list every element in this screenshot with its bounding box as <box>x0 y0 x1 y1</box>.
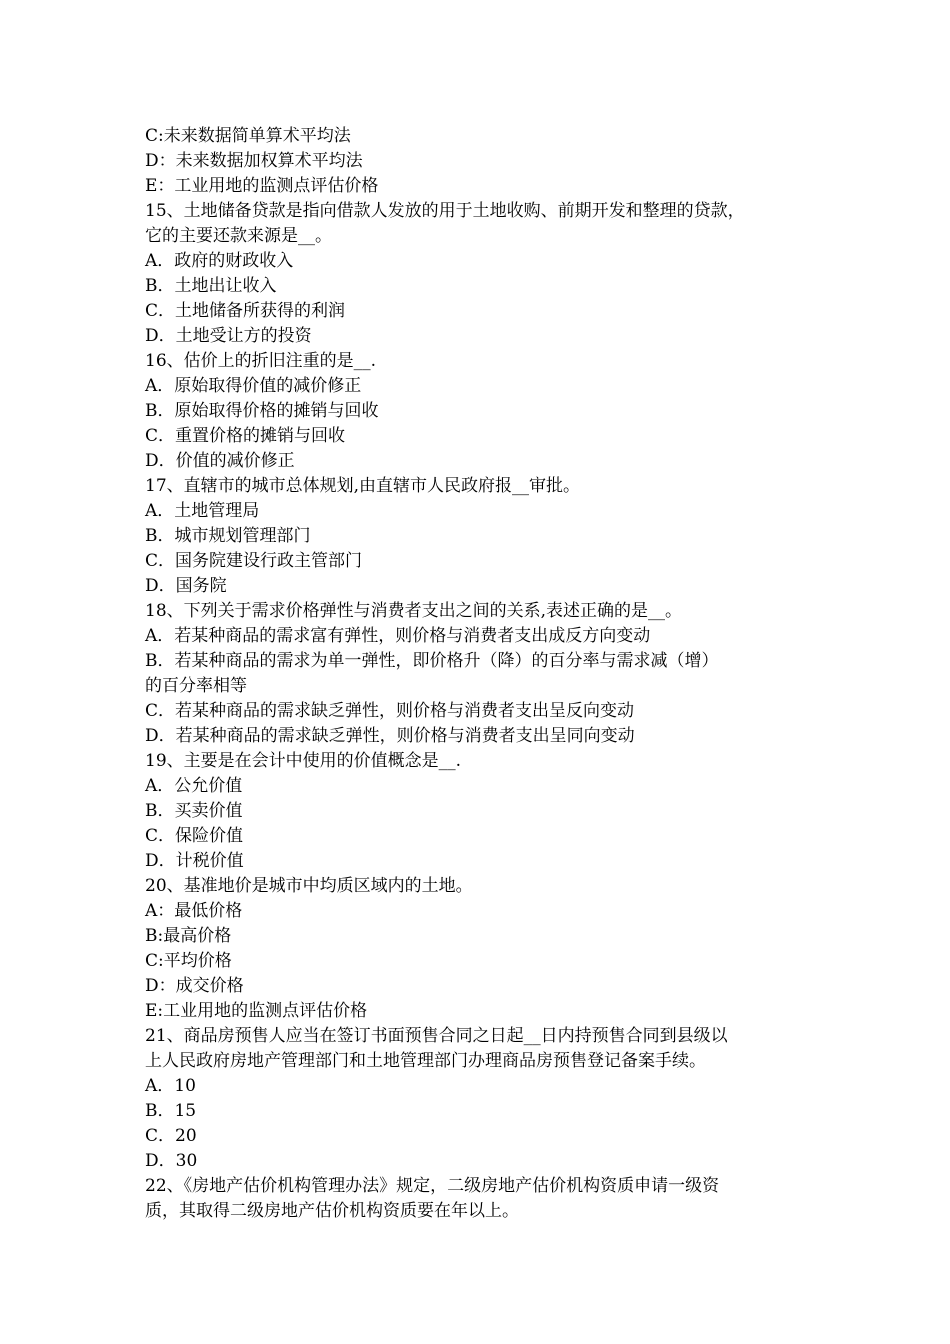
option-line: C．重置价格的摊销与回收 <box>145 426 346 446</box>
option-line: A：最低价格 <box>145 901 243 921</box>
option-line: C．土地储备所获得的利润 <box>145 301 346 321</box>
question-18: 18、下列关于需求价格弹性与消费者支出之间的关系,表述正确的是__。 <box>145 601 683 621</box>
text-line: E：工业用地的监测点评估价格 <box>145 176 379 196</box>
option-line: B．城市规划管理部门 <box>145 526 311 546</box>
option-line: B．买卖价值 <box>145 801 243 821</box>
option-line: C．20 <box>145 1126 197 1146</box>
text-line: 的百分率相等 <box>145 676 247 696</box>
option-line: B．若某种商品的需求为单一弹性，即价格升（降）的百分率与需求减（增） <box>145 651 719 671</box>
option-line: B．土地出让收入 <box>145 276 277 296</box>
option-line: B．15 <box>145 1101 197 1121</box>
option-line: B．原始取得价格的摊销与回收 <box>145 401 379 421</box>
question-21: 21、商品房预售人应当在签订书面预售合同之日起__日内持预售合同到县级以 <box>145 1026 728 1046</box>
question-15: 15、土地储备贷款是指向借款人发放的用于土地收购、前期开发和整理的贷款， <box>145 201 745 221</box>
option-line: A．原始取得价值的减价修正 <box>145 376 362 396</box>
option-line: A．10 <box>145 1076 196 1096</box>
option-line: C．保险价值 <box>145 826 244 846</box>
question-19: 19、主要是在会计中使用的价值概念是__. <box>145 751 462 771</box>
text-line: 上人民政府房地产管理部门和土地管理部门办理商品房预售登记备案手续。 <box>145 1051 706 1071</box>
question-20: 20、基准地价是城市中均质区域内的土地。 <box>145 876 473 896</box>
text-line: D：未来数据加权算术平均法 <box>145 151 363 171</box>
question-16: 16、估价上的折旧注重的是__. <box>145 351 377 371</box>
text-line: 质，其取得二级房地产估价机构资质要在年以上。 <box>145 1201 519 1221</box>
option-line: C:平均价格 <box>145 951 232 971</box>
option-line: C．若某种商品的需求缺乏弹性，则价格与消费者支出呈反向变动 <box>145 701 635 721</box>
option-line: A．若某种商品的需求富有弹性，则价格与消费者支出成反方向变动 <box>145 626 651 646</box>
option-line: D．计税价值 <box>145 851 244 871</box>
option-line: D．国务院 <box>145 576 227 596</box>
option-line: A．土地管理局 <box>145 501 260 521</box>
option-line: D．30 <box>145 1151 198 1171</box>
option-line: D．土地受让方的投资 <box>145 326 312 346</box>
document-body <box>145 124 825 1224</box>
option-line: B:最高价格 <box>145 926 232 946</box>
option-line: A．政府的财政收入 <box>145 251 294 271</box>
text-line: 它的主要还款来源是__。 <box>145 226 332 246</box>
option-line: D．若某种商品的需求缺乏弹性，则价格与消费者支出呈同向变动 <box>145 726 635 746</box>
option-line: E:工业用地的监测点评估价格 <box>145 1001 368 1021</box>
question-17: 17、直辖市的城市总体规划,由直辖市人民政府报__审批。 <box>145 476 581 496</box>
option-line: A．公允价值 <box>145 776 243 796</box>
option-line: C．国务院建设行政主管部门 <box>145 551 363 571</box>
option-line: D．价值的减价修正 <box>145 451 295 471</box>
question-22: 22、《房地产估价机构管理办法》规定，二级房地产估价机构资质申请一级资 <box>145 1176 720 1196</box>
option-line: D：成交价格 <box>145 976 244 996</box>
text-line: C:未来数据简单算术平均法 <box>145 126 351 146</box>
